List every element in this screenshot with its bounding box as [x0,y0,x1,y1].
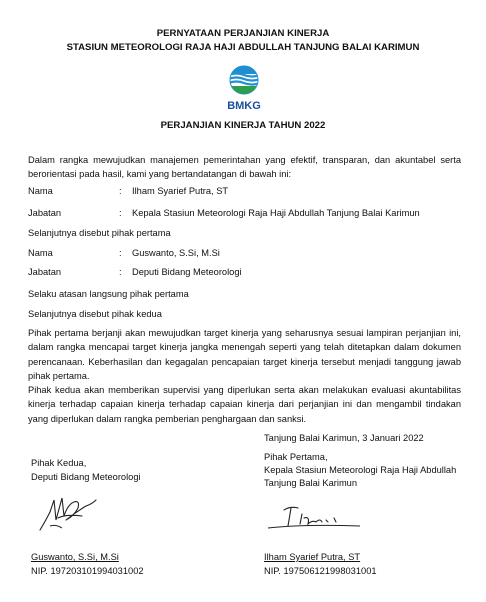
place-date: Tanjung Balai Karimun, 3 Januari 2022 [264,433,424,443]
left-role1: Pihak Kedua, [31,458,87,468]
left-signature [36,490,106,538]
right-role2: Kepala Stasiun Meteorologi Raja Haji Abdullah [264,465,457,475]
header-line1: PERNYATAAN PERJANJIAN KINERJA [156,28,330,39]
party2-name-colon: : [119,248,122,258]
party1-position-colon: : [119,208,122,218]
right-signature [264,500,364,536]
bmkg-logo [223,62,265,114]
party1-name-label: Nama [28,186,53,196]
left-nip: NIP. 197203101994031002 [31,566,144,576]
header-line2: STASIUN METEOROLOGI RAJA HAJI ABDULLAH TANJUNG BALAI KARIMUN [66,42,420,53]
intro-paragraph: Dalam rangka mewujudkan manajemen pemerintahan yang efektif, transparan, dan akuntabel serta berorientasi pada hasil, kami yang bertandatangan di bawah ini: [28,155,461,180]
party2-position-colon: : [119,267,122,277]
bmkg-emblem-icon [223,62,265,114]
document-title: PERJANJIAN KINERJA TAHUN 2022 [160,120,326,131]
right-nip: NIP. 197506121998031001 [264,566,377,576]
paragraph-pihak-pertama: Pihak pertama berjanji akan mewujudkan target kinerja yang seharusnya sesuai lampiran perjanjian ini, dalam rangka mencapai target kinerja jangka menengah seperti yang telah ditetapkan dalam dokumen perencanaan. Keberhasilan dan kegagalan pencapaian target kinerja tersebut menjadi tanggung jawab pihak pertama. [28,328,461,381]
party1-position-label: Jabatan [28,208,62,218]
party1-position-value: Kepala Stasiun Meteorologi Raja Haji Abdullah Tanjung Balai Karimun [132,208,420,218]
right-role1: Pihak Pertama, [264,452,328,462]
party1-name-value: Ilham Syarief Putra, ST [132,186,229,196]
left-role2: Deputi Bidang Meteorologi [31,472,141,482]
party1-note: Selanjutnya disebut pihak pertama [28,228,171,238]
party2-name-label: Nama [28,248,53,258]
bmkg-logo-text: BMKG [227,100,261,112]
right-signatory-name: Ilham Syarief Putra, ST [264,552,361,562]
party2-note2: Selanjutnya disebut pihak kedua [28,309,162,319]
paragraph-pihak-kedua: Pihak kedua akan memberikan supervisi yang diperlukan serta akan melakukan evaluasi akuntabilitas kinerja terhadap capaian kinerja terhadap capaian kinerja dari perjanjian ini dan mengambil tindakan yang diperlukan dalam rangka pemberian penghargaan dan sanksi. [28,385,461,424]
party2-note1: Selaku atasan langsung pihak pertama [28,289,189,299]
party2-name-value: Guswanto, S.Si, M.Si [132,248,220,258]
party2-position-label: Jabatan [28,267,62,277]
left-signatory-name: Guswanto, S.Si, M.Si [31,552,119,562]
party1-name-colon: : [119,186,122,196]
right-role3: Tanjung Balai Karimun [264,478,358,488]
party2-position-value: Deputi Bidang Meteorologi [132,267,242,277]
